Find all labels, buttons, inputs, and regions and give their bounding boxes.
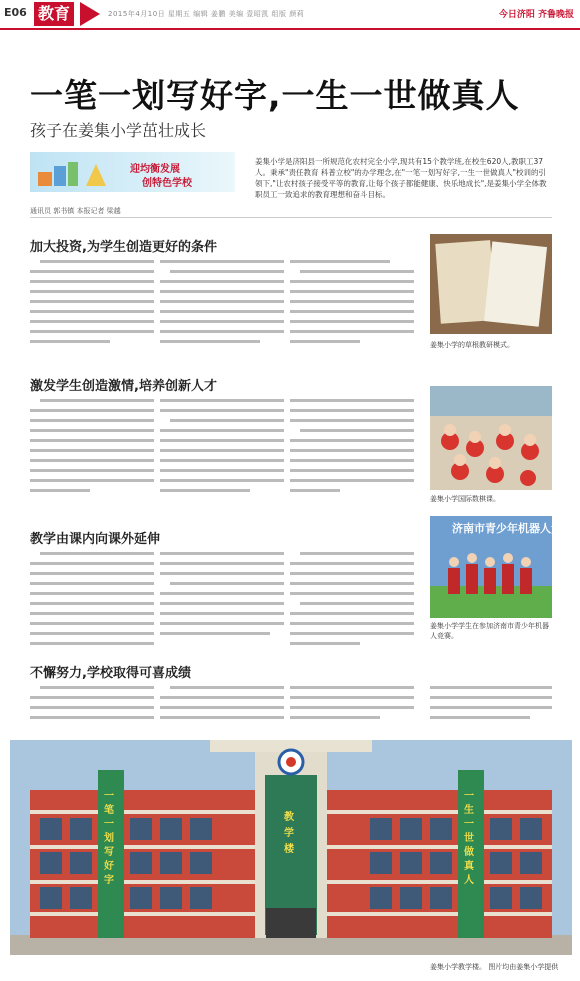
photo-research-documents bbox=[430, 234, 552, 334]
article-column bbox=[430, 684, 552, 738]
banner-line-1: 迎均衡发展 bbox=[130, 164, 180, 175]
text-lines bbox=[290, 258, 414, 358]
text-lines bbox=[290, 550, 414, 650]
photo-caption: 姜集小学学生在参加济南市青少年机器人竞赛。 bbox=[430, 622, 549, 640]
text-lines bbox=[290, 397, 414, 497]
article-column bbox=[160, 258, 284, 362]
section-title-3: 教学由课内向课外延伸 bbox=[30, 532, 161, 547]
photo-school-building bbox=[10, 740, 572, 955]
lead-paragraph: 姜集小学是济阳县一所规范化农村完全小学,现共有15个教学班,在校生620人,教职工37人。秉承"责任教育 科普立校"的办学理念,在"一笔一划写好字,一生一世做真人"校训的引领下,"让农村孩子接受平等的教育,让每个孩子都能健康、快乐地成长",是姜集小学全体教职员工一致追求的教育理想和奋斗目标。 bbox=[255, 157, 547, 199]
text-lines bbox=[30, 258, 154, 358]
page-header bbox=[0, 0, 580, 30]
article-column bbox=[290, 684, 414, 738]
text-lines bbox=[160, 684, 284, 734]
right-wall-slogan: 一生一世做真人 bbox=[464, 791, 474, 886]
photo-caption: 姜集小学国际数棋课。 bbox=[430, 495, 500, 503]
text-lines bbox=[160, 550, 284, 650]
newspaper-brand: 今日济阳 齐鲁晚报 bbox=[498, 10, 574, 20]
article-column bbox=[290, 550, 414, 654]
section-title-1: 加大投资,为学生创造更好的条件 bbox=[30, 240, 217, 255]
text-lines bbox=[290, 684, 414, 734]
competition-banner-text: 济南市青少年机器人竞赛 bbox=[452, 522, 573, 535]
main-photo-caption: 姜集小学教学楼。 图片均由姜集小学提供 bbox=[430, 963, 559, 971]
text-lines bbox=[30, 397, 154, 497]
building-name-sign: 教学楼 bbox=[284, 812, 294, 855]
subheadline: 孩子在姜集小学茁壮成长 bbox=[30, 121, 207, 140]
left-wall-slogan: 一笔一划写好字 bbox=[104, 791, 114, 886]
headline: 一笔一划写好字,一生一世做真人 bbox=[30, 76, 520, 115]
photo-math-chess-class bbox=[430, 386, 552, 490]
byline: 通讯员 郭书镇 本报记者 梁越 bbox=[30, 207, 121, 215]
section-arrow-icon bbox=[80, 2, 100, 26]
text-lines bbox=[430, 684, 552, 734]
section-title-2: 激发学生创造激情,培养创新人才 bbox=[30, 379, 217, 394]
divider bbox=[30, 217, 552, 218]
article-column bbox=[160, 684, 284, 738]
article-column bbox=[290, 397, 414, 501]
article-column bbox=[30, 258, 154, 362]
photo-robot-competition bbox=[430, 516, 573, 618]
slogan-banner bbox=[30, 152, 235, 192]
article-column bbox=[30, 397, 154, 501]
issue-meta: 2015年4月10日 星期五 编辑 姜鹏 美编 壹昭凯 组版 颜莉 bbox=[108, 10, 305, 18]
article-column bbox=[290, 258, 414, 362]
article-column bbox=[160, 397, 284, 501]
banner-line-2: 创特色学校 bbox=[142, 178, 192, 189]
books-icon bbox=[36, 158, 116, 188]
article-column bbox=[30, 550, 154, 654]
text-lines bbox=[30, 684, 154, 734]
article-column bbox=[160, 550, 284, 654]
students-group bbox=[430, 516, 552, 618]
photo-caption: 姜集小学的草根教研模式。 bbox=[430, 341, 514, 349]
text-lines bbox=[160, 258, 284, 358]
text-lines bbox=[160, 397, 284, 497]
article-column bbox=[30, 684, 154, 738]
text-lines bbox=[30, 550, 154, 650]
section-title-4: 不懈努力,学校取得可喜成绩 bbox=[30, 666, 191, 681]
page-number: E06 bbox=[4, 6, 27, 19]
section-label: 教育 bbox=[34, 2, 74, 26]
